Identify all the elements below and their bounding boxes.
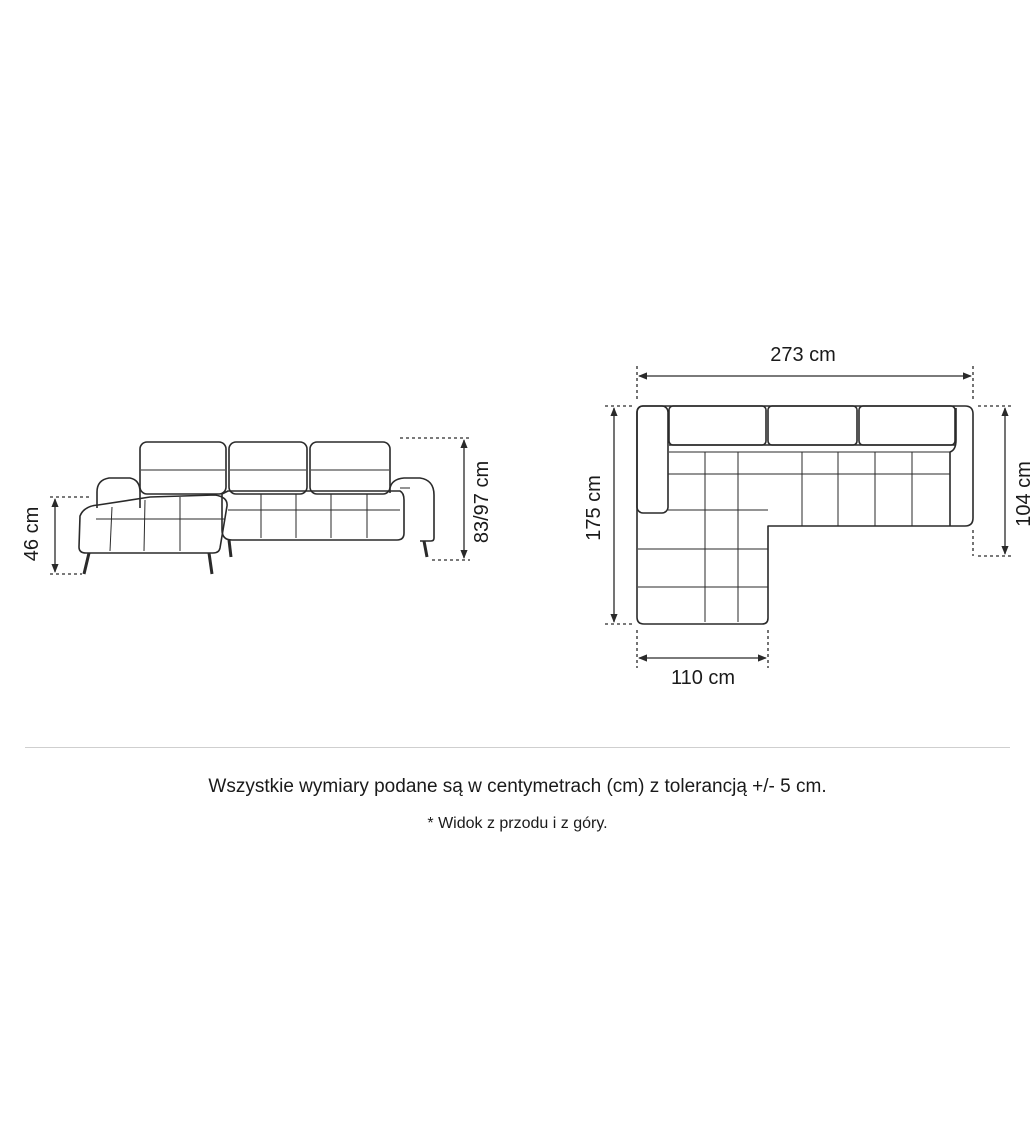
- total-height-label: 83/97 cm: [471, 460, 493, 544]
- top-back-cushion-2: [768, 406, 857, 445]
- leg: [209, 553, 212, 574]
- top-view: [637, 406, 973, 624]
- top-left-armrest: [637, 406, 668, 513]
- back-depth-label: 104 cm: [1013, 461, 1035, 527]
- chaise-width-label: 110 cm: [670, 667, 736, 689]
- back-cushion-left: [140, 442, 226, 494]
- top-view-outline: [637, 406, 973, 624]
- total-width-label: 273 cm: [770, 344, 836, 366]
- chaise-front: [79, 495, 227, 553]
- total-depth-label: 175 cm: [583, 475, 605, 541]
- leg: [84, 553, 89, 574]
- front-view: [79, 442, 434, 574]
- top-back-cushion-3: [859, 406, 955, 445]
- view-note: * Widok z przodu i z góry.: [427, 815, 608, 832]
- back-cushion-middle: [229, 442, 307, 494]
- back-cushion-right: [310, 442, 390, 494]
- seat-height-label: 46 cm: [21, 506, 43, 562]
- tolerance-note: Wszystkie wymiary podane są w centymetrach (cm) z tolerancją +/- 5 cm.: [208, 776, 827, 797]
- main-seat: [222, 491, 404, 540]
- divider: [25, 747, 1010, 748]
- top-dimension-lines: [605, 366, 1012, 668]
- leg: [229, 540, 231, 557]
- top-back-cushion-1: [669, 406, 766, 445]
- leg: [424, 541, 427, 557]
